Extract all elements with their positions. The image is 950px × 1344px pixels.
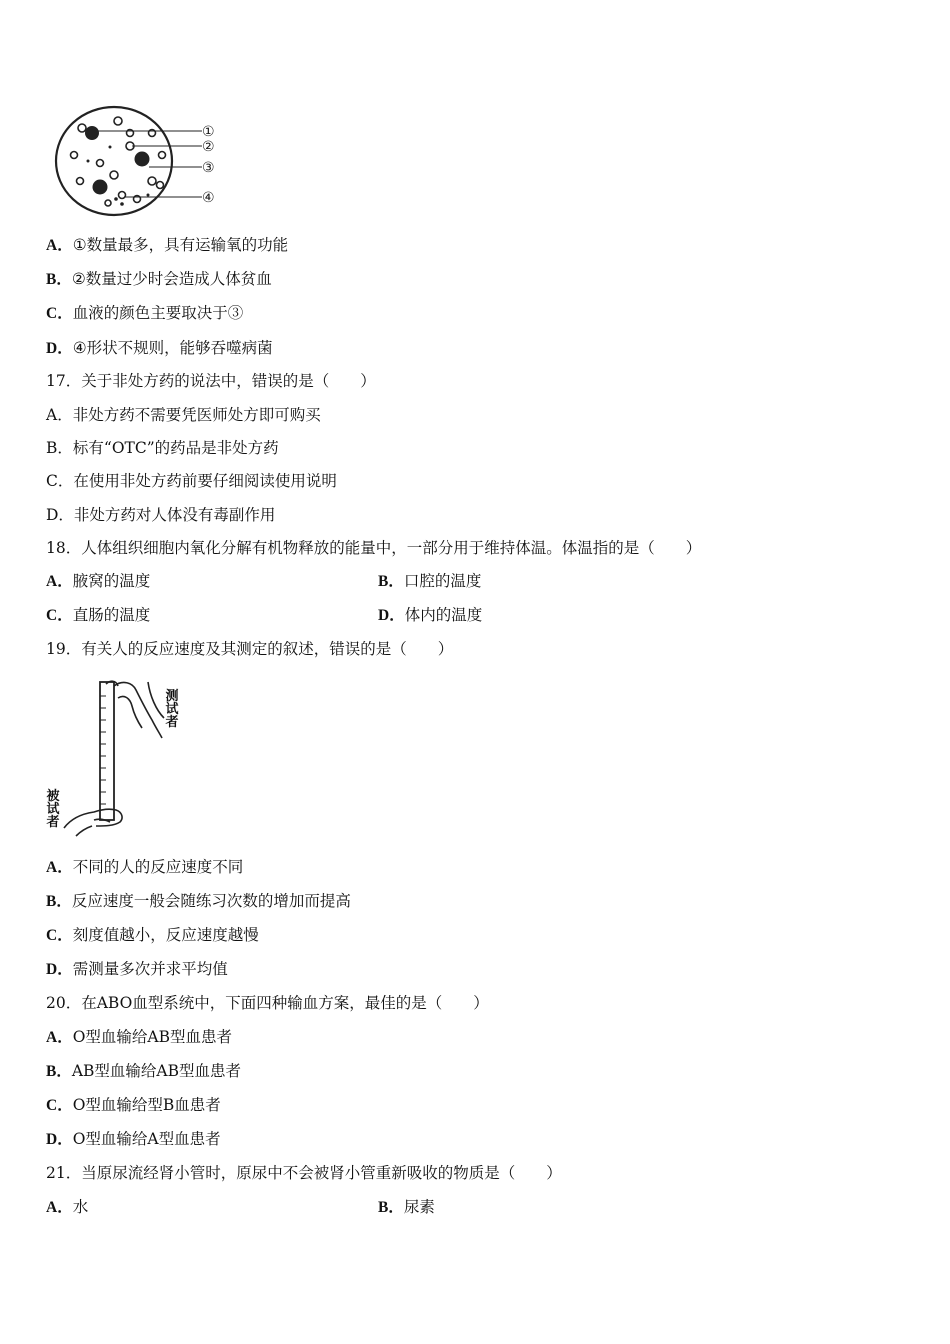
fig-label-2: ②: [202, 139, 215, 155]
q20-option-c: [46, 1094, 221, 1117]
red-blood-cell: [157, 182, 164, 189]
fig-label-4: ④: [202, 190, 215, 206]
option-label: B．: [46, 1063, 72, 1080]
option-text: AB型血输给AB型血患者: [71, 1062, 242, 1080]
red-blood-cell: [110, 171, 118, 179]
option-label: A．: [46, 237, 73, 254]
platelet: [120, 202, 124, 206]
option-label: D．: [378, 607, 405, 624]
option-label: C．: [46, 927, 73, 944]
red-blood-cell: [105, 200, 111, 206]
blood-smear-figure: [52, 103, 222, 223]
option-label: C．: [46, 1097, 73, 1114]
q18-stem: 18．人体组织细胞内氧化分解有机物释放的能量中，一部分用于维持体温。体温指的是（ ）: [46, 539, 702, 557]
red-blood-cell: [97, 160, 104, 167]
ruler: [100, 682, 114, 820]
q17-option-c: C．在使用非处方药前要仔细阅读使用说明: [46, 472, 337, 490]
option-text: 血液的颜色主要取决于③: [72, 304, 244, 322]
q16-option-d: [46, 337, 273, 360]
option-text: O型血输给型B血患者: [72, 1096, 221, 1114]
option-text: 不同的人的反应速度不同: [72, 858, 244, 876]
option-text: 口腔的温度: [403, 572, 482, 590]
white-blood-cell: [93, 180, 108, 195]
option-label: C．: [46, 607, 73, 624]
white-blood-cell: [135, 152, 150, 167]
q20-option-a: [46, 1026, 232, 1049]
fig-label-1: ①: [202, 124, 215, 140]
option-label: D．: [46, 340, 73, 357]
q16-option-b: [46, 268, 272, 291]
q16-option-c: [46, 302, 243, 325]
option-text: O型血输给AB型血患者: [72, 1028, 232, 1046]
red-blood-cell: [78, 124, 86, 132]
q20-stem: 20．在ABO血型系统中，下面四种输血方案，最佳的是（ ）: [46, 994, 489, 1012]
q18-option-b: [378, 570, 481, 593]
option-text: 体内的温度: [404, 606, 483, 624]
option-label: D．: [46, 1131, 73, 1148]
option-label: B．: [46, 893, 72, 910]
red-blood-cell: [77, 178, 84, 185]
option-text: 水: [72, 1198, 89, 1216]
q19-stem: 19．有关人的反应速度及其测定的叙述，错误的是（ ）: [46, 640, 454, 658]
option-label: A．: [46, 573, 73, 590]
fig-label-3: ③: [202, 160, 215, 176]
q20-option-b: [46, 1060, 241, 1083]
option-text: 反应速度一般会随练习次数的增加而提高: [71, 892, 351, 910]
q17-option-b: B．标有“OTC”的药品是非处方药: [46, 439, 279, 457]
q19-option-c: [46, 924, 259, 947]
option-label: A．: [46, 1199, 73, 1216]
red-blood-cell: [148, 177, 156, 185]
q17-option-a: A．非处方药不需要凭医师处方即可购买: [46, 406, 321, 424]
q21-option-b: [378, 1196, 435, 1219]
option-text: 需测量多次并求平均值: [72, 960, 228, 978]
option-label: A．: [46, 859, 73, 876]
q21-stem: 21．当原尿流经肾小管时，原尿中不会被肾小管重新吸收的物质是（ ）: [46, 1164, 562, 1182]
option-label: B．: [378, 573, 404, 590]
option-text: ①数量最多，具有运输氧的功能: [72, 236, 289, 254]
q19-option-d: [46, 958, 228, 981]
red-blood-cell: [71, 152, 78, 159]
tester-label: 测试者: [165, 689, 179, 730]
platelet: [87, 160, 90, 163]
option-label: B．: [46, 271, 72, 288]
q17-option-d: D．非处方药对人体没有毒副作用: [46, 506, 276, 524]
option-text: ④形状不规则，能够吞噬病菌: [72, 339, 273, 357]
q20-option-d: [46, 1128, 221, 1151]
subject-label: 被试者: [46, 789, 60, 830]
q16-option-a: [46, 234, 288, 257]
option-text: 腋窝的温度: [72, 572, 151, 590]
option-text: ②数量过少时会造成人体贫血: [71, 270, 272, 288]
platelet: [114, 197, 118, 201]
q19-option-b: [46, 890, 351, 913]
option-text: O型血输给A型血患者: [72, 1130, 221, 1148]
q18-option-d: [378, 604, 482, 627]
q17-stem: 17．关于非处方药的说法中，错误的是（ ）: [46, 372, 376, 390]
q18-option-a: [46, 570, 150, 593]
option-label: C．: [46, 305, 73, 322]
platelet: [109, 146, 112, 149]
option-text: 刻度值越小，反应速度越慢: [72, 926, 259, 944]
q18-option-c: [46, 604, 150, 627]
q19-option-a: [46, 856, 243, 879]
option-label: D．: [46, 961, 73, 978]
option-text: 直肠的温度: [72, 606, 151, 624]
q21-option-a: [46, 1196, 88, 1219]
platelet: [147, 194, 150, 197]
white-blood-cell: [85, 126, 99, 140]
option-label: B．: [378, 1199, 404, 1216]
red-blood-cell: [114, 117, 122, 125]
red-blood-cell: [159, 152, 166, 159]
option-text: 尿素: [403, 1198, 435, 1216]
option-label: A．: [46, 1029, 73, 1046]
